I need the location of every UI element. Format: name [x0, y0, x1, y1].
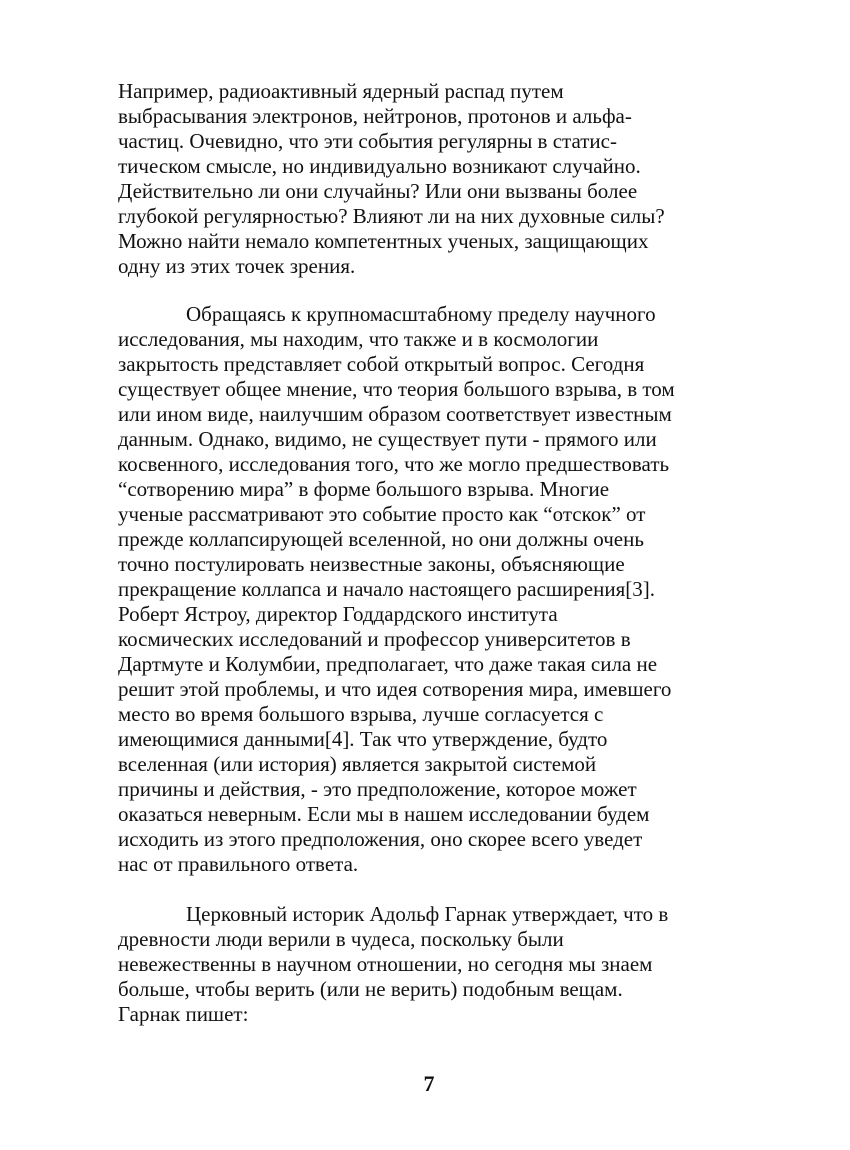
text-line: исходить из этого предположения, оно скорее всего уведет	[118, 827, 643, 851]
text-line: Можно найти немало компетентных ученых, защищающих	[118, 229, 649, 253]
text-line: место во время большого взрыва, лучше согласуется с	[118, 702, 604, 726]
text-line: Действительно ли они случайны? Или они вызваны более	[118, 179, 638, 203]
paragraph-radioactive-decay	[118, 79, 758, 279]
text-line: ученые рассматривают это событие просто как “отскок” от	[118, 502, 646, 526]
text-line: существует общее мнение, что теория большого взрыва, в том	[118, 377, 675, 401]
text-line: Роберт Ястроу, директор Годдардского института	[118, 602, 558, 626]
text-line: глубокой регулярностью? Влияют ли на них духовные силы?	[118, 204, 665, 228]
text-line: тическом смысле, но индивидуально возникают случайно.	[118, 154, 641, 178]
text-line: невежественны в научном отношении, но сегодня мы знаем	[118, 952, 653, 976]
text-line: точно постулировать неизвестные законы, объясняющие	[118, 552, 625, 576]
text-line: одну из этих точек зрения.	[118, 254, 356, 278]
text-line: решит этой проблемы, и что идея сотворения мира, имевшего	[118, 677, 672, 701]
text-line: причины и действия, - это предположение, которое может	[118, 777, 637, 801]
text-line: прекращение коллапса и начало настоящего расширения[3].	[118, 577, 655, 601]
text-line: косвенного, исследования того, что же могло предшествовать	[118, 452, 670, 476]
text-line: оказаться неверным. Если мы в нашем исследовании будем	[118, 802, 650, 826]
paragraph-harnack	[118, 902, 758, 1027]
text-line: нас от правильного ответа.	[118, 852, 359, 876]
text-line: космических исследований и профессор университетов в	[118, 627, 631, 651]
text-line: прежде коллапсирующей вселенной, но они должны очень	[118, 527, 644, 551]
text-line: исследования, мы находим, что также и в космологии	[118, 327, 599, 351]
text-line: больше, чтобы верить (или не верить) подобным вещам.	[118, 977, 623, 1001]
text-line: выбрасывания электронов, нейтронов, протонов и альфа-	[118, 104, 632, 128]
text-line: Церковный историк Адольф Гарнак утверждает, что в	[186, 902, 669, 926]
text-line: Гарнак пишет:	[118, 1002, 249, 1026]
text-line: “сотворению мира” в форме большого взрыва. Многие	[118, 477, 610, 501]
text-line: имеющимися данными[4]. Так что утверждение, будто	[118, 727, 608, 751]
text-line: древности люди верили в чудеса, поскольку были	[118, 927, 564, 951]
text-line: вселенная (или история) является закрытой системой	[118, 752, 597, 776]
paragraph-cosmology	[118, 302, 758, 877]
text-line: Дартмуте и Колумбии, предполагает, что даже такая сила не	[118, 652, 658, 676]
text-line: или ином виде, наилучшим образом соответствует известным	[118, 402, 672, 426]
page-number: 7	[423, 1071, 435, 1096]
text-line: закрытость представляет собой открытый вопрос. Сегодня	[118, 352, 645, 376]
text-line: Например, радиоактивный ядерный распад путем	[118, 79, 564, 103]
text-line: частиц. Очевидно, что эти события регулярны в статис-	[118, 129, 617, 153]
text-line: данным. Однако, видимо, не существует пути - прямого или	[118, 427, 657, 451]
text-line: Обращаясь к крупномасштабному пределу научного	[186, 302, 656, 326]
